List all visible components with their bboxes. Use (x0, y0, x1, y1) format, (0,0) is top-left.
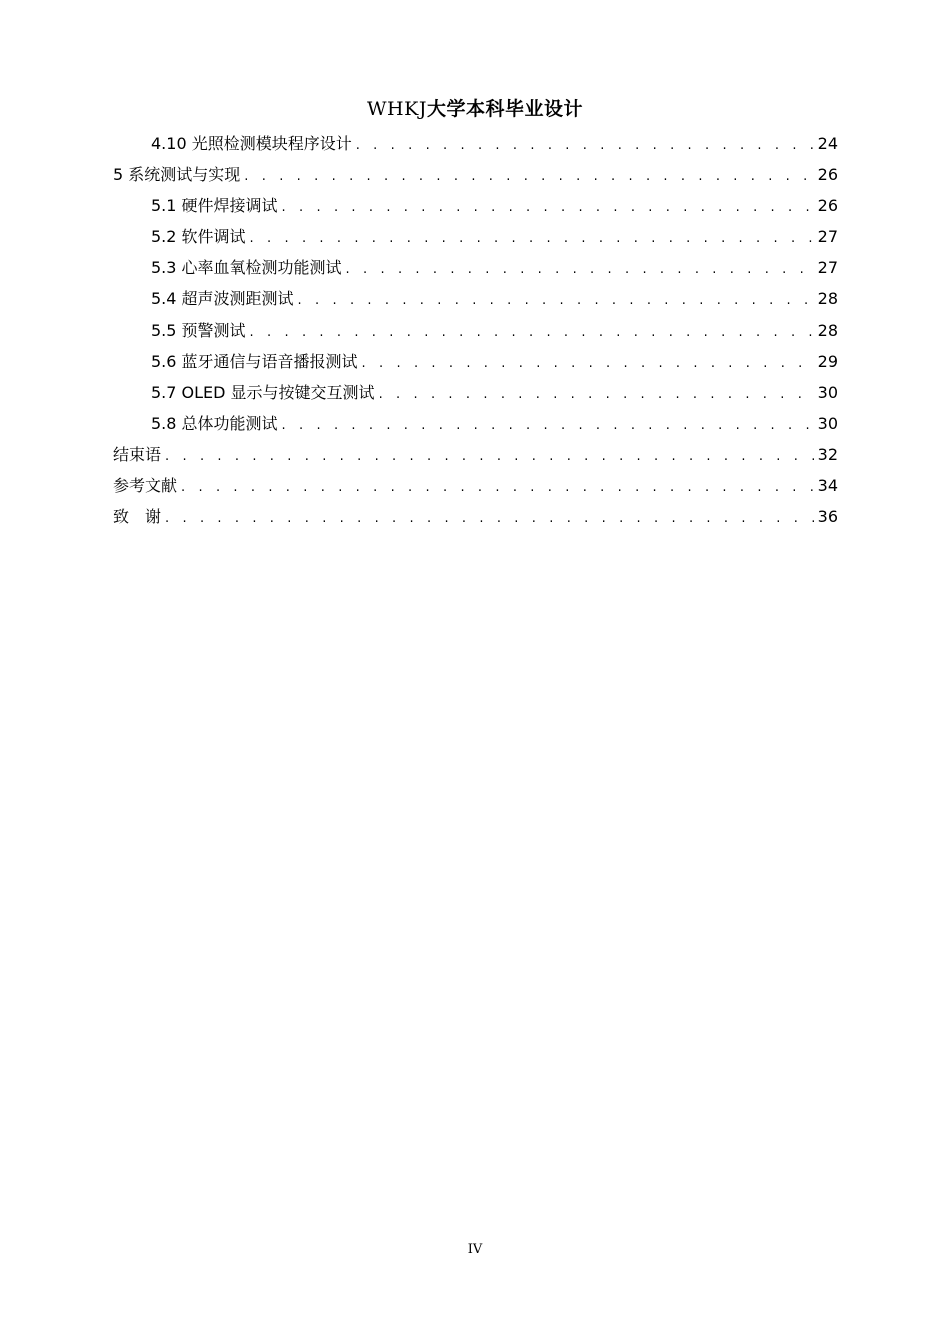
toc-entry[interactable] (113, 193, 838, 224)
toc-entry-page: 29 (817, 351, 838, 371)
toc-dot-leader (165, 444, 816, 470)
toc-dot-leader (244, 164, 815, 190)
toc-entry-title: 5.7 OLED 显示与按键交互测试 (151, 382, 375, 402)
page-number: IV (467, 1242, 483, 1257)
toc-entry-page: 34 (817, 476, 838, 496)
toc-entry-page: 30 (817, 382, 838, 402)
toc-entry-title: 致 谢 (113, 507, 162, 527)
toc-entry-title: 5.1 硬件焊接调试 (151, 196, 278, 216)
toc-entry-title: 4.10 光照检测模块程序设计 (151, 134, 352, 153)
toc-entry[interactable] (113, 473, 838, 504)
toc-entry[interactable] (113, 131, 838, 162)
toc-entry-page: 24 (817, 134, 838, 153)
toc-dot-leader (298, 288, 816, 314)
toc-entry-title: 5.8 总体功能测试 (151, 413, 278, 433)
toc-dot-leader (250, 226, 816, 252)
toc-entry-page: 30 (817, 413, 838, 433)
toc-entry[interactable] (113, 442, 838, 473)
toc-dot-leader (362, 351, 816, 377)
toc-entry[interactable] (113, 349, 838, 380)
toc-entry[interactable] (113, 255, 838, 286)
toc-entry-title: 参考文献 (113, 476, 178, 496)
toc-dot-leader (346, 257, 816, 283)
header-title: 大学本科毕业设计 (426, 98, 583, 120)
toc-entry-page: 27 (817, 227, 838, 247)
toc-entry-page: 36 (817, 507, 838, 527)
toc-dot-leader (282, 195, 816, 221)
toc-dot-leader (379, 382, 816, 408)
toc-entry-page: 28 (817, 320, 838, 340)
toc-entry-page: 26 (817, 165, 838, 185)
toc-entry[interactable] (113, 380, 838, 411)
header-prefix: WHKJ (367, 98, 427, 120)
toc-entry[interactable] (113, 411, 838, 442)
toc-entry[interactable] (113, 162, 838, 193)
toc-entry-title: 5.3 心率血氧检测功能测试 (151, 258, 342, 278)
toc-entry[interactable] (113, 318, 838, 349)
table-of-contents (113, 131, 838, 535)
toc-entry[interactable] (113, 504, 838, 535)
toc-entry-title: 5 系统测试与实现 (113, 165, 241, 185)
toc-entry-page: 26 (817, 196, 838, 216)
toc-entry-title: 5.6 蓝牙通信与语音播报测试 (151, 351, 358, 371)
page-header (0, 96, 950, 122)
toc-entry-page: 28 (817, 289, 838, 309)
toc-dot-leader (181, 475, 816, 501)
toc-entry[interactable] (113, 224, 838, 255)
toc-dot-leader (165, 506, 816, 532)
toc-entry-page: 27 (817, 258, 838, 278)
toc-entry-page: 32 (817, 444, 838, 464)
toc-entry-title: 5.5 预警测试 (151, 320, 246, 340)
toc-entry-title: 5.4 超声波测距测试 (151, 289, 294, 309)
toc-dot-leader (250, 320, 816, 346)
toc-entry-title: 5.2 软件调试 (151, 227, 246, 247)
toc-dot-leader (356, 133, 816, 159)
toc-dot-leader (282, 413, 816, 439)
toc-entry[interactable] (113, 286, 838, 317)
toc-entry-title: 结束语 (113, 444, 162, 464)
